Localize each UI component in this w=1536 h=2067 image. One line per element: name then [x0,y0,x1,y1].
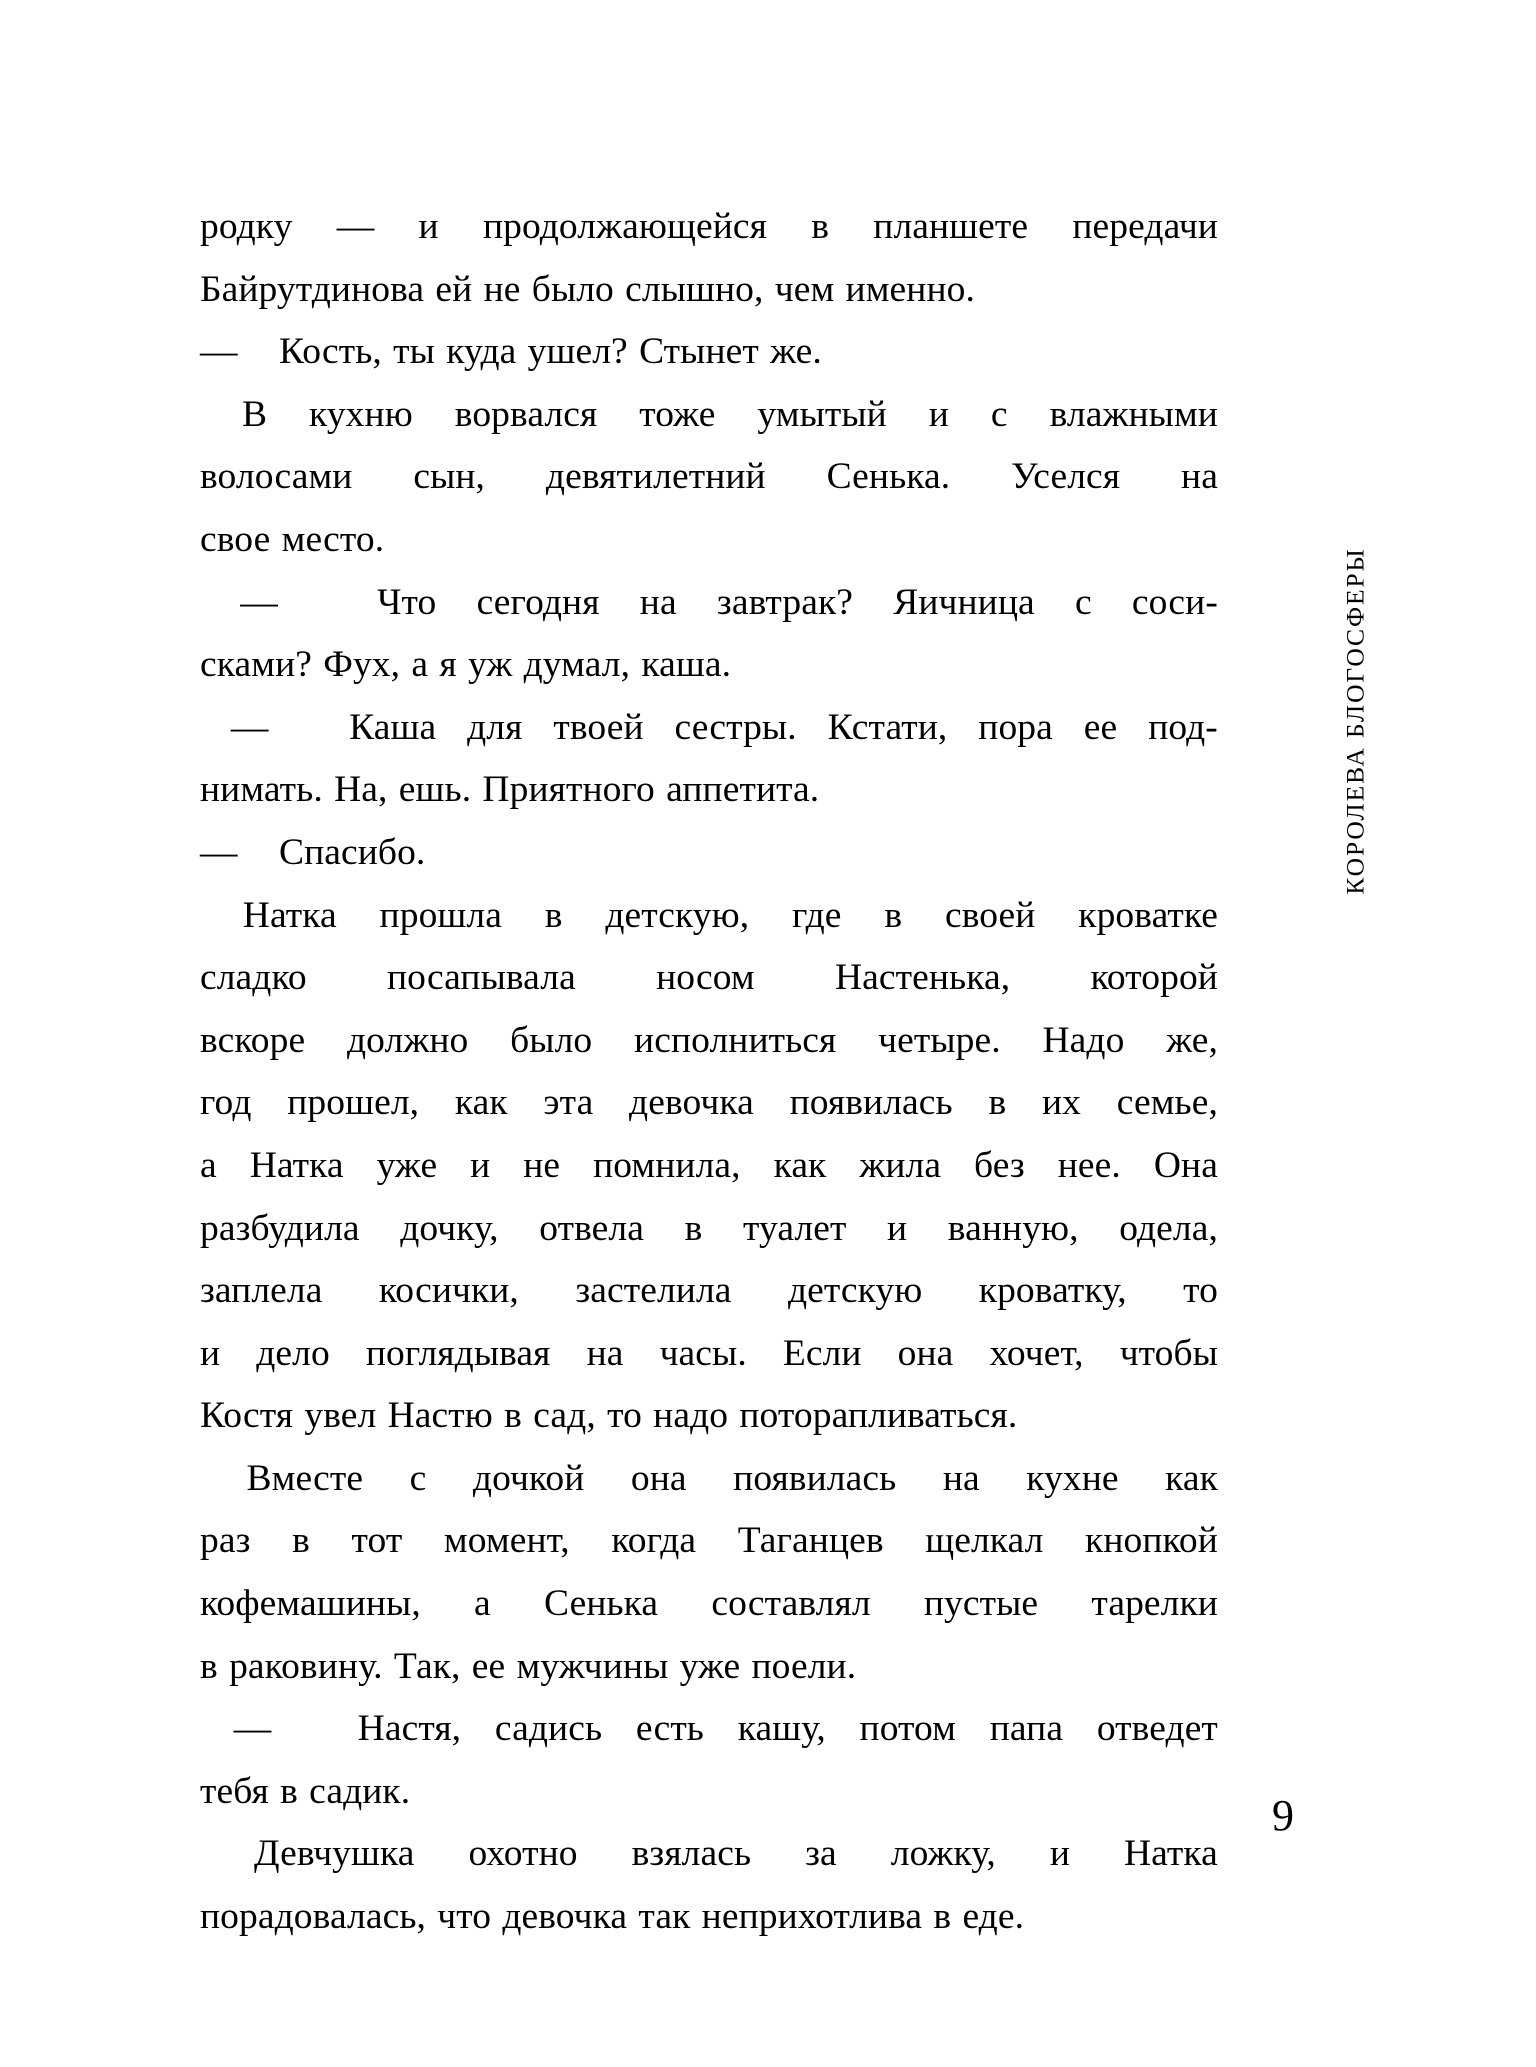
word: было [510,1019,593,1061]
word: Натка [249,1144,344,1186]
text-line [200,259,1218,322]
word: ты [393,331,435,373]
word: садик. [309,1770,411,1812]
text-line [200,885,1218,948]
word: раз [200,1520,251,1562]
word: без [974,1144,1025,1186]
word: Надо [1042,1019,1125,1061]
word: Сенька. [826,456,951,498]
word: же, [1166,1019,1218,1061]
word: как [454,1082,508,1124]
word: не [523,1144,561,1186]
paragraph [200,196,1218,321]
word: девочка [502,1896,628,1938]
dash-gap [249,321,268,384]
word: соси- [1131,581,1218,623]
word: год [200,1082,252,1124]
word: когда [611,1520,697,1562]
text-line [200,1510,1218,1573]
word: ворвался [454,393,598,435]
word: чтобы [1119,1332,1218,1374]
word: не [483,268,521,310]
word: в [933,1896,952,1938]
word: ванную, [947,1207,1079,1249]
word: в [504,1395,522,1437]
word: в [684,1207,703,1249]
word: Натка [1123,1833,1218,1875]
word: кухню [309,393,413,435]
word: поели. [751,1645,857,1687]
word: Сенька [544,1583,659,1625]
word: на [942,1457,980,1499]
word: так [638,1896,691,1938]
word: кашу, [737,1708,826,1750]
word: сегодня [476,581,600,623]
word: Яичница [893,581,1035,623]
word: заплела [200,1270,323,1312]
word: четыре. [878,1019,1001,1061]
word: Что [377,581,437,623]
word: Кость, [278,331,382,373]
em-dash: — [200,831,238,873]
word: сладко [200,957,307,999]
word: ее [471,1645,506,1687]
text-line [200,1260,1218,1323]
word: Байрутдинова [200,268,425,310]
word: и [887,1207,908,1249]
running-head: КОРОЛЕВА БЛОГОСФЕРЫ [1340,547,1369,895]
text-line [200,947,1218,1010]
text-line [200,822,1218,885]
text-line [200,1886,1218,1949]
paragraph [200,1448,1218,1698]
word: исполниться [634,1019,837,1061]
word: с [990,393,1008,435]
word: сын, [413,456,486,498]
word: Настю [387,1395,493,1437]
word: дело [256,1332,330,1374]
word: Настенька, [834,957,1011,999]
word: аппетита. [666,769,820,811]
word: под- [1148,706,1218,748]
word: она [897,1332,954,1374]
word: за [805,1833,837,1875]
word: Она [1153,1144,1218,1186]
word: Таганцев [737,1520,884,1562]
word: охотно [468,1833,578,1875]
word: кроватке [1078,894,1218,936]
word: умытый [757,393,887,435]
word: дочкой [472,1457,585,1499]
word: я [439,644,457,686]
em-dash: — [230,706,269,748]
text-line [200,321,1218,384]
dash-gap [249,822,268,885]
text-line [200,384,1218,447]
word: Стынет [639,331,759,373]
word: было [531,268,614,310]
word: Кстати, [827,706,948,748]
word: кнопкой [1085,1520,1218,1562]
word: влажными [1049,393,1218,435]
word: тот [351,1520,403,1562]
text-line [200,1823,1218,1886]
word: пустые [923,1583,1039,1625]
word: семье, [1116,1082,1218,1124]
word: прошла [379,894,502,936]
word: Так, [393,1645,461,1687]
word: уже [679,1645,741,1687]
paragraph [200,1698,1218,1823]
word: — [336,206,375,247]
word: отвела [539,1207,644,1249]
word: кроватку, [978,1270,1127,1312]
word: Уселся [1011,456,1121,498]
word: застелила [575,1270,732,1312]
word: эта [543,1082,594,1124]
word: девятилетний [545,456,766,498]
word: тебя [200,1770,269,1812]
word: а [411,644,429,686]
word: Приятного [482,769,655,811]
word: увел [304,1395,377,1437]
word: В [241,393,268,435]
word: еде. [962,1896,1025,1938]
word: и [470,1144,491,1186]
word: сестры. [674,706,797,748]
word: Каша [349,706,437,748]
word: то [1183,1270,1218,1312]
word: разбудила [200,1207,360,1249]
word: их [1042,1082,1082,1124]
word: слышно, [625,268,764,310]
word: садись [494,1708,603,1750]
text-line [200,634,1218,697]
word: жила [859,1144,942,1186]
word: тарелки [1091,1583,1218,1625]
text-line [200,1698,1218,1761]
word: щелкал [925,1520,1044,1562]
word: прошел, [287,1082,420,1124]
word: Спасибо. [278,831,426,873]
word: в [544,894,563,936]
word: уж [468,644,513,686]
word: в [988,1082,1007,1124]
word: передачи [1072,206,1218,247]
text-line [200,1072,1218,1135]
word: в [884,894,903,936]
word: раковину. [229,1645,383,1687]
word: дочку, [400,1207,499,1249]
word: на [639,581,677,623]
word: туалет [742,1207,847,1249]
word: составлял [711,1583,871,1625]
word: с [1074,581,1092,623]
em-dash: — [200,331,238,373]
word: поторапливаться. [739,1395,1018,1437]
dash-gap [299,697,318,760]
word: сками? [200,644,312,686]
word: которой [1090,957,1218,999]
word: в [292,1520,310,1562]
word: надо [653,1395,729,1437]
word: тоже [639,393,716,435]
word: отведет [1096,1708,1218,1750]
word: место. [281,518,385,560]
text-line [200,759,1218,822]
word: Если [782,1332,862,1374]
text-line [200,1135,1218,1198]
word: волосами [200,456,353,498]
word: что [437,1896,492,1938]
text-line [200,509,1218,572]
paragraph [200,697,1218,822]
text-line [200,1010,1218,1073]
text-line [200,1636,1218,1699]
word: завтрак? [716,581,854,623]
body-text-column [200,196,1218,1949]
word: с [409,1457,427,1499]
word: в [811,206,830,247]
dash-gap [318,572,337,635]
word: девочка [629,1082,754,1124]
em-dash: — [233,1708,272,1750]
paragraph [200,822,1218,885]
text-line [200,1761,1218,1824]
word: нее. [1057,1144,1121,1186]
word: на [586,1332,624,1374]
text-line [200,1323,1218,1386]
word: а [474,1583,491,1625]
word: косички, [378,1270,519,1312]
word: своей [944,894,1036,936]
text-line [200,1573,1218,1636]
word: взялась [631,1833,752,1875]
word: планшете [873,206,1029,247]
word: момент, [443,1520,570,1562]
word: и [1049,1833,1070,1875]
word: нимать. [200,769,323,811]
word: пора [978,706,1053,748]
word: Фух, [323,644,401,686]
word: думал, [523,644,631,686]
word: детскую [787,1270,923,1312]
word: же. [770,331,822,373]
word: Девчушка [253,1833,415,1875]
word: хочет, [989,1332,1084,1374]
word: и [418,206,439,247]
word: посапывала [387,957,576,999]
em-dash: — [240,581,278,623]
paragraph [200,384,1218,572]
paragraph [200,1823,1218,1948]
text-line [200,1385,1218,1448]
word: продолжающейся [482,206,767,247]
word: ешь. [398,769,472,811]
word: куда [446,331,517,373]
word: поглядывая [365,1332,551,1374]
word: каша. [641,644,732,686]
paragraph [200,885,1218,1448]
paragraph [200,572,1218,697]
text-line [200,572,1218,635]
word: ей [435,268,473,310]
word: и [928,393,949,435]
word: носом [656,957,755,999]
text-line [200,446,1218,509]
text-line [200,697,1218,760]
word: мужчины [516,1645,669,1687]
word: уже [376,1144,438,1186]
word: часы. [659,1332,747,1374]
word: где [792,894,842,936]
word: Костя [200,1395,294,1437]
word: то [607,1395,642,1437]
word: неприхотлива [701,1896,923,1938]
word: На, [334,769,388,811]
word: Натка [242,894,337,936]
paragraph [200,321,1218,384]
page-number: 9 [1272,1791,1294,1840]
word: именно. [845,268,975,310]
word: вскоре [200,1019,306,1061]
word: ложку, [890,1833,996,1875]
word: есть [635,1708,705,1750]
word: Вместе [246,1457,364,1499]
word: кофемашины, [200,1583,421,1625]
word: появилась [789,1082,953,1124]
word: твоей [553,706,644,748]
word: потом [859,1708,957,1750]
word: появилась [733,1457,897,1499]
word: ушел? [527,331,628,373]
word: чем [774,268,835,310]
text-line [200,196,1218,259]
word: на [1181,456,1218,498]
word: родку [200,206,293,247]
word: в [280,1770,298,1812]
word: порадовалась, [200,1896,427,1938]
word: ее [1083,706,1118,748]
word: она [630,1457,687,1499]
text-line [200,1198,1218,1261]
word: для [467,706,523,748]
word: свое [200,518,271,560]
word: как [1165,1457,1218,1499]
word: должно [346,1019,469,1061]
dash-gap [305,1698,324,1761]
text-line [200,1448,1218,1511]
word: папа [989,1708,1064,1750]
word: сад, [533,1395,596,1437]
word: одела, [1119,1207,1218,1249]
word: кухне [1026,1457,1119,1499]
word: и [200,1332,221,1374]
word: детскую, [605,894,750,936]
word: помнила, [593,1144,741,1186]
word: в [200,1645,218,1687]
word: Настя, [357,1708,462,1750]
word: как [773,1144,827,1186]
word: а [200,1144,217,1186]
